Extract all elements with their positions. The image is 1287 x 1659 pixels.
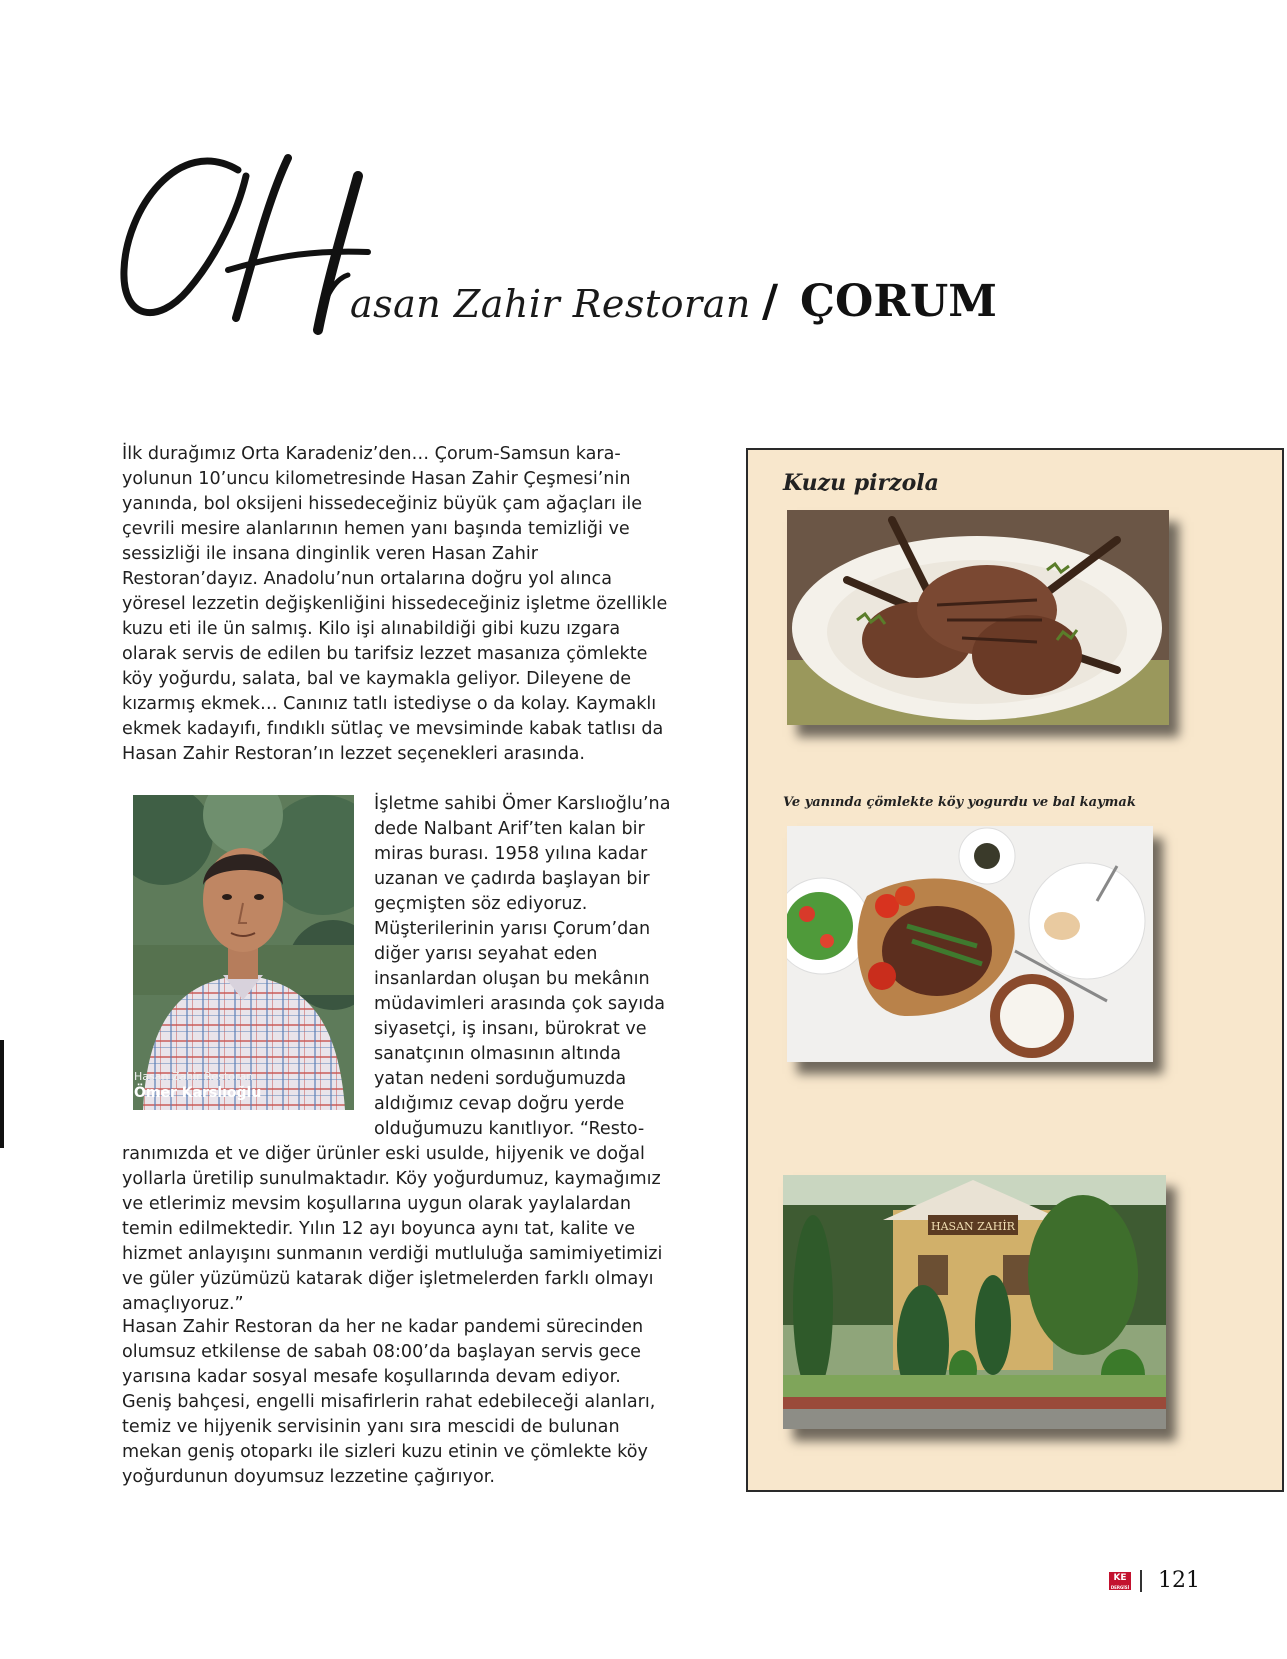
caption-yogurt: Ve yanında çömlekte köy yogurdu ve bal kaymak (783, 795, 1136, 810)
title-city: ÇORUM (800, 276, 997, 327)
article-paragraph-3: ranımızda et ve diğer ürünler eski usulde, hijyenik ve doğal yollarla üretilip sunulmaktadır. Köy yoğurdumuz, kaymağımız ve etlerimiz mevsim koşullarına uygun olarak yaylalardan temin edilmektedir. Yılın 12 ayı boyunca aynı tat, kalite ve hizmet anlayışını sunmanın verdiği mutluluğa samimiyetimizi ve güler yüzümüzü katarak diğer işletmelerden farklı olmayı amaçlıyoruz.” (122, 1144, 663, 1314)
page-number: 121 (1158, 1568, 1200, 1593)
title-restaurant-name: asan Zahir Restoran (350, 282, 751, 326)
restaurant-signboard: HASAN ZAHİR (931, 1220, 1015, 1233)
article-paragraph-1: İlk durağımız Orta Karadeniz’den… Çorum-Samsun kara-yolunun 10’uncu kilometresinde Hasan Zahir Çeşmesi’nin yanında, bol oksijeni hissedeceğiniz büyük çam ağaçları ile çevrili mesire alanlarının hemen yanı başında temizliği ve sessizliği ile insana dinginlik veren Hasan Zahir Restoran’dayız. Anadolu’nun ortalarına doğru yol alınca yöresel lezzetin değişkenliğini hissedeceğiniz işletme özellikle kuzu eti ile ün salmış. Kilo işi alınabildiği gibi kuzu ızgara olarak servis de edilen bu tarifsiz lezzet masanıza çömlekte köy yoğurdu, salata, bal ve kaymakla geliyor. Dileyene de kızarmış ekmek… Canınız tatlı istediyse o da kolay. Kaymaklı ekmek kadayıfı, fındıklı sütlaç ve mevsiminde kabak tatlısı da Hasan Zahir Restoran’ın lezzet seçenekleri arasında. (122, 444, 668, 764)
script-initial-flourish (118, 140, 478, 370)
title-separator: / (762, 276, 779, 327)
meal-table-photo (787, 826, 1153, 1062)
magazine-logo-sub: DERGİSİ (1110, 1585, 1130, 1590)
lamb-chops-image (787, 510, 1169, 725)
article-paragraph-4: Hasan Zahir Restoran da her ne kadar pandemi sürecinden olumsuz etkilense de sabah 08:00’da başlayan servis gece yarısına kadar sosyal mesafe koşullarında devam ediyor. Geniş bahçesi, engelli misafirlerin rahat edebileceği alanları, temiz ve hijyenik servisinin yanı sıra mescidi de bulunan mekan geniş otoparkı ile sizleri kuzu etinin ve çömlekte köy yoğurdunun doyumsuz lezzetine çağırıyor. (122, 1317, 656, 1487)
portrait-image (133, 795, 354, 1110)
portrait-caption-name: Ömer Karslıoğlu (134, 1085, 262, 1101)
portrait-caption-company: Hasan Zahir Restoran (134, 1070, 254, 1083)
caption-lamb-chops: Kuzu pirzola (783, 470, 939, 496)
lamb-chops-photo (787, 510, 1169, 725)
article-paragraph-2: İşletme sahibi Ömer Karslıoğlu’na dede Nalbant Arif’ten kalan bir miras burası. 1958 yılına kadar uzanan ve çadırda başlayan bir geçmişten söz ediyoruz. Müşterilerinin yarısı Çorum’dan diğer yarısı seyahat eden insanlardan oluşan bu mekânın müdavimleri arasında çok sayıda siyasetçi, iş insanı, bürokrat ve sanatçının olmasının altında yatan nedeni sorduğumuzda aldığımız cevap doğru yerde olduğumuzu kanıtlıyor. “Resto- (374, 794, 671, 1139)
footer-divider (1140, 1570, 1142, 1592)
restaurant-exterior-photo (783, 1175, 1166, 1429)
restaurant-exterior-image (783, 1175, 1166, 1429)
owner-portrait-photo (133, 795, 354, 1110)
page-edge-tab (0, 1040, 4, 1148)
meal-table-image (787, 826, 1153, 1062)
magazine-logo: KE DERGİSİ (1110, 1573, 1130, 1590)
article-title (118, 140, 1018, 370)
